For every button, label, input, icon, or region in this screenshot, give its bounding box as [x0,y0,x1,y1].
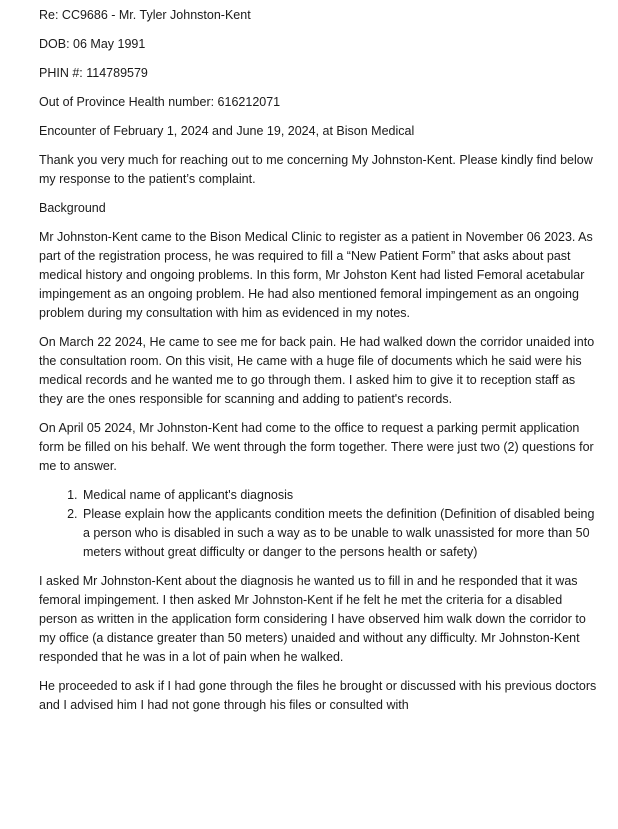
intro-paragraph: Thank you very much for reaching out to me concerning My Johnston-Kent. Please kindly find below my response to the patient’s complaint. [39,153,593,186]
paragraph-files-discussion: He proceeded to ask if I had gone through the files he brought or discussed with his previous doctors and I advised him I had not gone through his files or consulted with [39,679,597,712]
reference-line: Re: CC9686 - Mr. Tyler Johnston-Kent [39,8,251,22]
question-item: 1. Medical name of applicant's diagnosis [81,486,600,505]
encounter-line: Encounter of February 1, 2024 and June 19, 2024, at Bison Medical [39,124,415,138]
paragraph-registration: Mr Johnston-Kent came to the Bison Medical Clinic to register as a patient in November 06 2023. As part of the registration process, he was required to fill a “New Patient Form” that asks about past medical history and ongoing problems. In this form, Mr Johston Kent had listed Femoral acetabular impingement as an ongoing problem. He had also mentioned femoral impingement as an ongoing problem during my consultation with him as evidenced in my notes. [39,230,593,320]
section-title: Background [39,201,106,215]
paragraph-april-visit: On April 05 2024, Mr Johnston-Kent had come to the office to request a parking permit application form be filled on his behalf. We went through the form together. There were just two (2) questions for me to answer. [39,421,594,473]
phin-line: PHIN #: 114789579 [39,66,148,80]
paragraph-diagnosis-discussion: I asked Mr Johnston-Kent about the diagnosis he wanted us to fill in and he responded that it was femoral impingement. I then asked Mr Johnston-Kent if he felt he met the criteria for a disabled person as written in the application form considering I have observed him walk down the corridor to my office (a distance greater than 50 meters) unaided and without any difficulty. Mr Johnston-Kent responded that he was in a lot of pain when he walked. [39,574,586,664]
out-of-province-line: Out of Province Health number: 616212071 [39,95,281,109]
paragraph-march-visit: On March 22 2024, He came to see me for back pain. He had walked down the corridor unaided into the consultation room. On this visit, He came with a huge file of documents which he said were his medical records and he wanted me to go through them. I asked him to give it to reception staff as they are the ones responsible for scanning and adding to patient's records. [39,335,595,406]
question-item: 2. Please explain how the applicants condition meets the definition (Definition of disabled being a person who is disabled in such a way as to be unable to walk unassisted for more than 50 meters without great difficulty or danger to the persons health or safety) [81,505,600,562]
dob-line: DOB: 06 May 1991 [39,37,146,51]
questions-list [39,486,600,562]
